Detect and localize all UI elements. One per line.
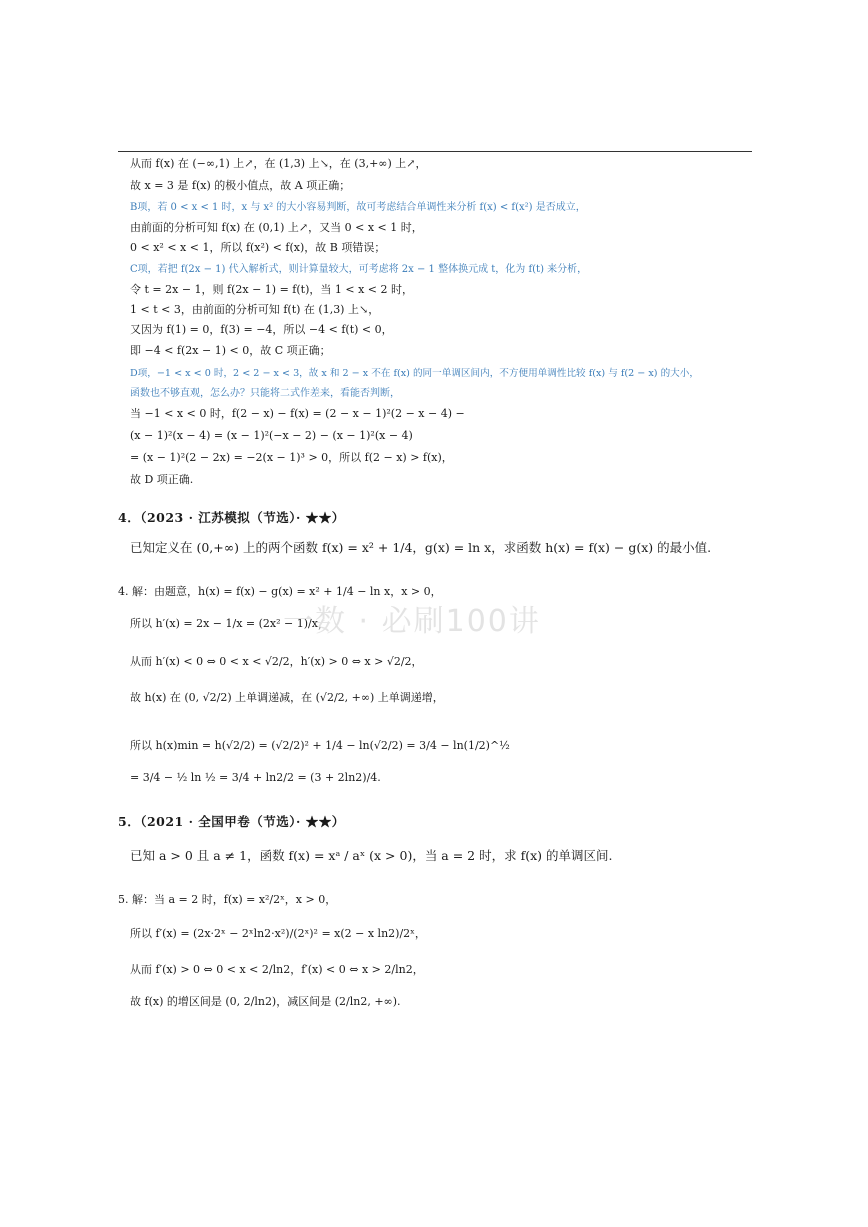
problem-5-solution-line: 故 f(x) 的增区间是 (0, 2/ln2)，减区间是 (2/ln2, +∞). <box>130 995 401 1008</box>
problem-5-solution-line: 从而 f′(x) > 0 ⇔ 0 < x < 2/ln2，f′(x) < 0 ⇔ x > 2/ln2， <box>130 963 424 976</box>
problem-4-header: 4．（2023 · 江苏模拟（节选）· ★★） <box>118 510 345 525</box>
solution-line: 0 < x² < x < 1，所以 f(x²) < f(x)，故 B 项错误； <box>130 241 386 254</box>
solution-line: 令 t = 2x − 1，则 f(2x − 1) = f(t)，当 1 < x < 2 时， <box>130 283 413 296</box>
problem-5-solution-line: 5. 解：当 a = 2 时，f(x) = x²/2ˣ，x > 0， <box>118 893 337 906</box>
solution-line: 从而 f(x) 在 (−∞,1) 上↗，在 (1,3) 上↘，在 (3,+∞) 上↗， <box>130 157 427 170</box>
watermark: 一数 · 必刷100讲 <box>283 604 541 639</box>
solution-line: 又因为 f(1) = 0，f(3) = −4，所以 −4 < f(t) < 0， <box>130 323 393 336</box>
problem-5-statement: 已知 a > 0 且 a ≠ 1，函数 f(x) = xᵃ / aˣ (x > 0)，当 a = 2 时，求 f(x) 的单调区间. <box>130 848 613 863</box>
problem-4-solution-line: 故 h(x) 在 (0, √2/2) 上单调递减，在 (√2/2, +∞) 上单调递增， <box>130 691 444 704</box>
solution-line: 由前面的分析可知 f(x) 在 (0,1) 上↗，又当 0 < x < 1 时， <box>130 221 423 234</box>
solution-line: = (x − 1)²(2 − 2x) = −2(x − 1)³ > 0，所以 f(2 − x) > f(x)， <box>130 451 453 464</box>
problem-4-statement: 已知定义在 (0,+∞) 上的两个函数 f(x) = x² + 1/4，g(x) = ln x，求函数 h(x) = f(x) − g(x) 的最小值. <box>130 540 712 555</box>
solution-line: (x − 1)²(x − 4) = (x − 1)²(−x − 2) − (x − 1)²(x − 4) <box>130 429 413 442</box>
problem-4-solution-line: 所以 h(x)min = h(√2/2) = (√2/2)² + 1/4 − ln(√2/2) = 3/4 − ln(1/2)^½ <box>130 739 510 752</box>
solution-line: 故 D 项正确. <box>130 473 194 486</box>
hint-line: B项，若 0 < x < 1 时，x 与 x² 的大小容易判断，故可考虑结合单调性来分析 f(x) < f(x²) 是否成立， <box>130 202 586 213</box>
problem-4-solution-line: 从而 h′(x) < 0 ⇔ 0 < x < √2/2，h′(x) > 0 ⇔ x > √2/2， <box>130 655 423 668</box>
problem-4-solution-line: 4. 解：由题意，h(x) = f(x) − g(x) = x² + 1/4 − ln x，x > 0， <box>118 585 442 598</box>
problem-5-solution-line: 所以 f′(x) = (2x·2ˣ − 2ˣln2·x²)/(2ˣ)² = x(2 − x ln2)/2ˣ， <box>130 927 426 940</box>
problem-5-header: 5．（2021 · 全国甲卷（节选）· ★★） <box>118 814 345 829</box>
hint-line: C项，若把 f(2x − 1) 代入解析式，则计算量较大，可考虑将 2x − 1 整体换元成 t，化为 f(t) 来分析， <box>130 264 588 275</box>
solution-line: 当 −1 < x < 0 时，f(2 − x) − f(x) = (2 − x − 1)²(2 − x − 4) − <box>130 407 465 420</box>
solution-line: 故 x = 3 是 f(x) 的极小值点，故 A 项正确； <box>130 179 351 192</box>
problem-4-solution-line: = 3/4 − ½ ln ½ = 3/4 + ln2/2 = (3 + 2ln2)/4. <box>130 771 381 784</box>
header-rule <box>118 151 752 152</box>
hint-line: 函数也不够直观，怎么办？只能将二式作差来，看能否判断， <box>130 388 400 399</box>
problem-4-solution-line: 所以 h′(x) = 2x − 1/x = (2x² − 1)/x， <box>130 617 329 630</box>
solution-line: 即 −4 < f(2x − 1) < 0，故 C 项正确； <box>130 344 331 357</box>
hint-line: D项，−1 < x < 0 时，2 < 2 − x < 3，故 x 和 2 − x 不在 f(x) 的同一单调区间内，不方便用单调性比较 f(x) 与 f(2 − x) 的大小， <box>130 368 699 379</box>
solution-line: 1 < t < 3，由前面的分析可知 f(t) 在 (1,3) 上↘， <box>130 303 380 316</box>
